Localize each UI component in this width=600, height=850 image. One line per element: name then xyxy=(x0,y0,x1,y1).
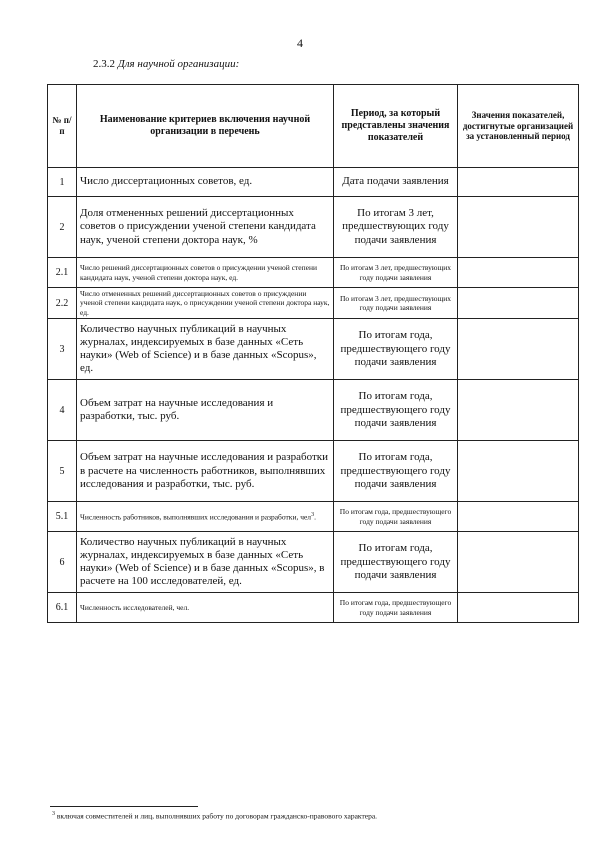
row-num: 3 xyxy=(48,319,77,380)
row-value xyxy=(458,532,579,593)
section-number: 2.3.2 xyxy=(93,58,115,70)
row-name: Число диссертационных советов, ед. xyxy=(77,168,334,197)
row-value xyxy=(458,502,579,532)
row-period: По итогам года, предшествующего году подачи заявления xyxy=(334,593,458,623)
table-header-row xyxy=(48,85,579,168)
row-num: 2 xyxy=(48,197,77,258)
row-value xyxy=(458,197,579,258)
row-period: Дата подачи заявления xyxy=(334,168,458,197)
row-num: 6.1 xyxy=(48,593,77,623)
header-period: Период, за который представлены значения показателей xyxy=(334,85,458,168)
row-num: 1 xyxy=(48,168,77,197)
row-name-with-footnote: Численность работников, выполнявших исследования и разработки, чел$^3$. xyxy=(77,502,334,532)
section-title-text: Для научной организации: xyxy=(117,58,240,70)
row-name: Доля отмененных решений диссертационных советов о присуждении ученой степени кандидата наук, ученой степени доктора наук, % xyxy=(77,197,334,258)
row-period: По итогам года, предшествующего году подачи заявления xyxy=(334,380,458,441)
row-num: 5.1 xyxy=(48,502,77,532)
row-period: По итогам года, предшествующего году подачи заявления xyxy=(334,502,458,532)
row-period: По итогам 3 лет, предшествующих году подачи заявления xyxy=(334,197,458,258)
row-name: Объем затрат на научные исследования и разработки в расчете на численность работников, выполнявших исследования и разработки, тыс. руб. xyxy=(77,441,334,502)
table-row xyxy=(48,593,579,623)
row-period: По итогам года, предшествующего году подачи заявления xyxy=(334,441,458,502)
header-num: № п/п xyxy=(48,85,77,168)
footnote-marker: 3 xyxy=(52,811,55,817)
row-period: По итогам года, предшествующего году подачи заявления xyxy=(334,319,458,380)
row-name: Количество научных публикаций в научных журналах, индексируемых в базе данных «Сеть науки» (Web of Science) и в базе данных «Scopus», в расчете на 100 исследователей, ед. xyxy=(77,532,334,593)
row-value xyxy=(458,319,579,380)
row-period: По итогам года, предшествующего году подачи заявления xyxy=(334,532,458,593)
footnote-text: включая совместителей и лиц, выполнявших работу по договорам гражданско-правового характера. xyxy=(56,811,378,821)
row-value xyxy=(458,258,579,288)
table-row xyxy=(48,380,579,441)
header-name: Наименование критериев включения научной организации в перечень xyxy=(77,85,334,168)
row-name: Объем затрат на научные исследования и разработки, тыс. руб. xyxy=(77,380,334,441)
row-name-text: Численность работников, выполнявших исследования и разработки, чел xyxy=(80,512,312,522)
row-name: Численность исследователей, чел. xyxy=(77,593,334,623)
row-value xyxy=(458,168,579,197)
row-num: 2.1 xyxy=(48,258,77,288)
table-row xyxy=(48,197,579,258)
row-value xyxy=(458,441,579,502)
row-name: Число решений диссертационных советов о присуждении ученой степени кандидата наук, ученой степени доктора наук, ед. xyxy=(77,258,334,288)
footnote xyxy=(52,811,377,821)
section-title xyxy=(93,58,239,70)
table-row xyxy=(48,502,579,532)
row-value xyxy=(458,288,579,319)
row-value xyxy=(458,380,579,441)
row-num: 4 xyxy=(48,380,77,441)
table-row xyxy=(48,288,579,319)
criteria-table xyxy=(47,84,579,623)
row-period: По итогам 3 лет, предшествующих году подачи заявления xyxy=(334,258,458,288)
row-period: По итогам 3 лет, предшествующих году подачи заявления xyxy=(334,288,458,319)
table-row xyxy=(48,532,579,593)
table-row xyxy=(48,168,579,197)
row-value xyxy=(458,593,579,623)
table-row xyxy=(48,319,579,380)
footnote-divider xyxy=(50,806,198,807)
table-row xyxy=(48,258,579,288)
row-num: 6 xyxy=(48,532,77,593)
row-num: 2.2 xyxy=(48,288,77,319)
table-row xyxy=(48,441,579,502)
header-value: Значения показателей, достигнутые организацией за установленный период xyxy=(458,85,579,168)
page-number: 4 xyxy=(297,36,303,50)
row-num: 5 xyxy=(48,441,77,502)
row-name: Количество научных публикаций в научных журналах, индексируемых в базе данных «Сеть науки» (Web of Science) и в базе данных «Scopus», ед. xyxy=(77,319,334,380)
row-name: Число отмененных решений диссертационных советов о присуждении ученой степени кандидата наук, о присуждении ученой степени доктора наук, ед. xyxy=(77,288,334,319)
footnote-ref: 3 xyxy=(311,511,315,518)
